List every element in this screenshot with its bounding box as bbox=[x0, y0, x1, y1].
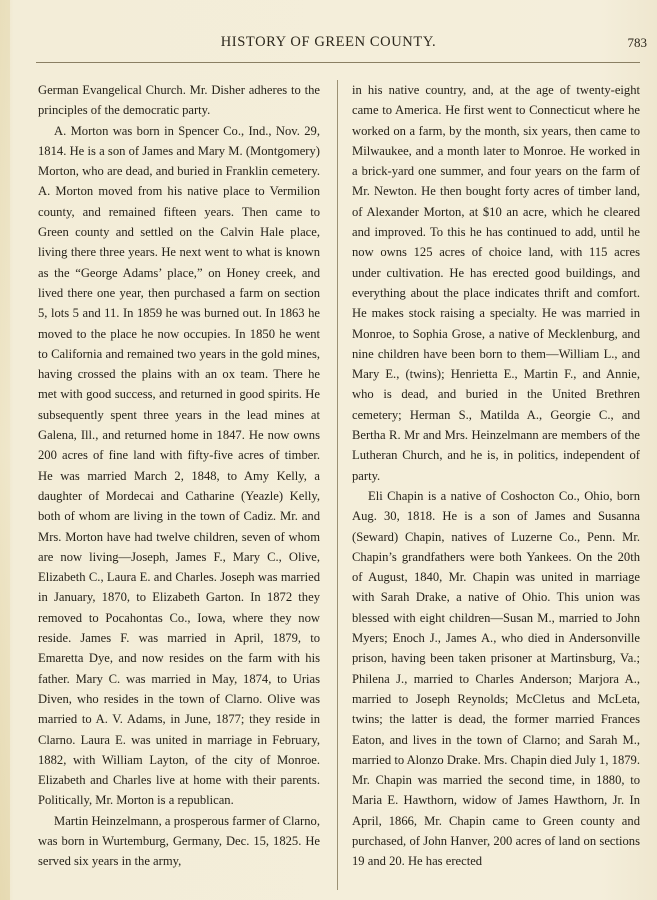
column-divider bbox=[337, 80, 338, 890]
right-column bbox=[352, 80, 640, 872]
paragraph: German Evangelical Church. Mr. Disher adheres to the principles of the democratic party. bbox=[38, 83, 320, 118]
paragraph: Eli Chapin is a native of Coshocton Co., Ohio, born Aug. 30, 1818. He is a son of James and Susanna (Seward) Chapin, natives of Luzerne Co., Penn. Mr. Chapin’s grandfathers were both Yankees. On the 20th of August, 1840, Mr. Chapin was united in marriage with Sarah Drake, a native of Ohio. This union was blessed with eight children—Susan M., married to John Myers; Enoch J., James A., who died in Andersonville prison, having been taken prisoner at Martinsburg, Va.; Philena J., married to Charles Anderson; Marjora A., married to Joseph Reynolds; McCletus and McLeta, twins; the latter is dead, the former married Frances Eaton, and lives in the town of Clarno; and Sarah M., married to Alonzo Drake. Mrs. Chapin died July 1, 1879. Mr. Chapin was married the second time, in 1880, to Maria E. Hawthorn, widow of James Hawthorn, Jr. In April, 1866, Mr. Chapin came to Green county and purchased, of John Hanver, 200 acres of land on sections 19 and 20. He has erected bbox=[352, 488, 640, 869]
running-head: HISTORY OF GREEN COUNTY. bbox=[220, 34, 437, 50]
paragraph: Martin Heinzelmann, a prosperous farmer of Clarno, was born in Wurtemburg, Germany, Dec. 15, 1825. He served six years in the army, bbox=[38, 813, 320, 869]
paragraph: A. Morton was born in Spencer Co., Ind., Nov. 29, 1814. He is a son of James and Mary M. (Montgomery) Morton, who are dead, and buried in Franklin cemetery. A. Morton moved from his native place to Vermilion county, and remained fifteen years. Then came to Green county and settled on the Calvin Hale place, living there three years. He next went to what is known as the “George Adams’ place,” on Honey creek, and lived there one year, then purchased a farm on section 5, lots 5 and 11. In 1859 he was burned out. In 1863 he moved to the place he now occupies. In 1850 he went to California and remained two years in the gold mines, having crossed the plains with an ox team. There he met with good success, and returned in good spirits. He subsequently spent three years in the lead mines at Galena, Ill., and returned home in 1847. He now owns 200 acres of fine land with fifty-five acres of timber. He was married March 2, 1848, to Amy Kelly, a daughter of Mordecai and Catharine (Yeazle) Kelly, both of whom are living in the town of Cadiz. Mr. and Mrs. Morton have had twelve children, seven of whom are now living—Joseph, James F., Mary C., Olive, Elizabeth C., Laura E. and Charles. Joseph was married in January, 1870, to Elizabeth Garton. In 1872 they removed to Pocahontas Co., Iowa, where they now reside. James F. was married in April, 1879, to Emaretta Dye, and now resides on the farm with his father. Mary C. was married in May, 1874, to Urias Diven, who resides in the town of Clarno. Olive was married to A. V. Adams, in June, 1877; they reside in Clarno. Laura E. was united in marriage in February, 1882, with William Layton, of the city of Monroe. Elizabeth and Charles live at home with their parents. Politically, Mr. Morton is a republican. bbox=[38, 123, 320, 808]
paragraph: in his native country, and, at the age of twenty-eight came to America. He first went to Connecticut where he worked on a farm, by the month, six years, then came to Milwaukee, and a month later to Monroe. He worked in a brick-yard one summer, and four years on the farm of Mr. Newton. He then bought forty acres of timber land, of Alexander Morton, at $10 an acre, which he cleared and improved. To this he has continued to add, until he now owns 125 acres of choice land, with 115 acres under cultivation. He has erected good buildings, and everything about the place indicates thrift and comfort. He makes stock raising a specialty. He was married in Monroe, to Sophia Grose, a native of Mecklenburg, and nine children have been born to them—William L., and Mary E., (twins); Henrietta E., Martin F., and Annie, who is dead, and buried in the United Brethren cemetery; Herman S., Matilda A., Georgie C., and Bertha R. Mr and Mrs. Heinzelmann are members of the Lutheran Church, and he is, in politics, independent of party. bbox=[352, 83, 640, 483]
left-column bbox=[38, 80, 320, 872]
header-rule bbox=[36, 62, 640, 63]
page-header bbox=[0, 34, 657, 54]
page-number: 783 bbox=[627, 35, 647, 50]
page-edge-stain bbox=[0, 0, 10, 900]
